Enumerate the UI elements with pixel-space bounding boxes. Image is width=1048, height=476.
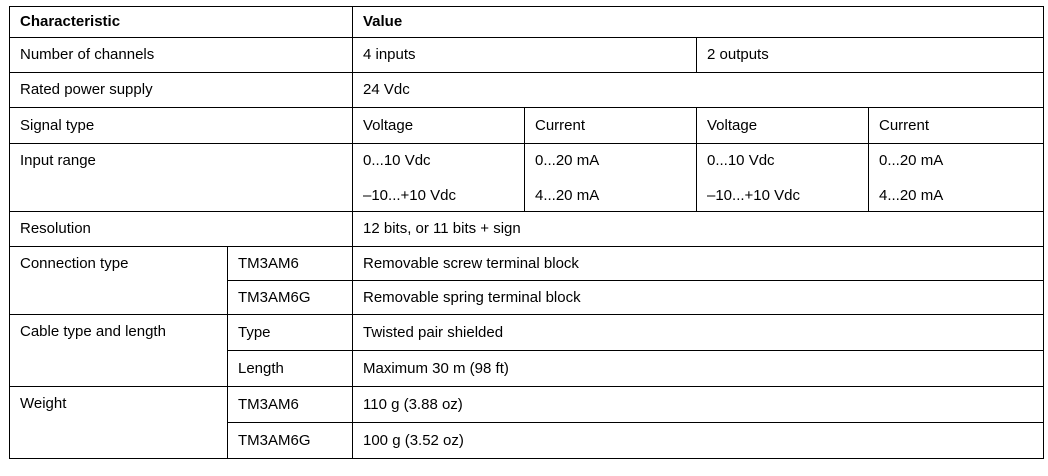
connection-model-1: TM3AM6	[228, 247, 353, 281]
range-current-2	[869, 144, 1044, 212]
channels-label: Number of channels	[10, 38, 353, 73]
signal-label: Signal type	[10, 108, 353, 144]
connection-value-1: Removable screw terminal block	[353, 247, 1044, 281]
header-characteristic: Characteristic	[10, 7, 353, 38]
connection-model-2: TM3AM6G	[228, 281, 353, 315]
channels-outputs: 2 outputs	[697, 38, 1044, 73]
range-label: Input range	[10, 144, 353, 212]
row-resolution	[10, 212, 1044, 247]
range-voltage-1-a: 0...10 Vdc	[363, 152, 431, 169]
signal-current-1: Current	[525, 108, 697, 144]
range-current-2-a: 0...20 mA	[879, 152, 944, 169]
header-row	[10, 7, 1044, 38]
row-weight-1	[10, 387, 1044, 423]
signal-voltage-1: Voltage	[353, 108, 525, 144]
weight-model-1: TM3AM6	[228, 387, 353, 423]
range-current-2-b: 4...20 mA	[879, 187, 944, 204]
weight-label: Weight	[10, 387, 228, 459]
signal-current-2: Current	[869, 108, 1044, 144]
signal-voltage-2: Voltage	[697, 108, 869, 144]
cable-value-length: Maximum 30 m (98 ft)	[353, 351, 1044, 387]
weight-value-1: 110 g (3.88 oz)	[353, 387, 1044, 423]
range-voltage-1	[353, 144, 525, 212]
range-voltage-2	[697, 144, 869, 212]
cable-sub-type: Type	[228, 315, 353, 351]
range-current-1-b: 4...20 mA	[535, 187, 600, 204]
range-voltage-2-a: 0...10 Vdc	[707, 152, 775, 169]
row-signal-type	[10, 108, 1044, 144]
row-input-range	[10, 144, 1044, 212]
row-connection-type-1	[10, 247, 1044, 281]
range-voltage-2-b: –10...+10 Vdc	[707, 187, 800, 204]
header-value: Value	[353, 7, 1044, 38]
row-cable-1	[10, 315, 1044, 351]
range-voltage-1-b: –10...+10 Vdc	[363, 187, 456, 204]
row-rated-power-supply	[10, 73, 1044, 108]
range-current-1	[525, 144, 697, 212]
cable-sub-length: Length	[228, 351, 353, 387]
specifications-table	[9, 6, 1044, 459]
row-number-of-channels	[10, 38, 1044, 73]
connection-value-2: Removable spring terminal block	[353, 281, 1044, 315]
power-label: Rated power supply	[10, 73, 353, 108]
weight-value-2: 100 g (3.52 oz)	[353, 423, 1044, 459]
cable-value-type: Twisted pair shielded	[353, 315, 1044, 351]
range-current-1-a: 0...20 mA	[535, 152, 600, 169]
resolution-label: Resolution	[10, 212, 353, 247]
connection-label: Connection type	[10, 247, 228, 315]
cable-label: Cable type and length	[10, 315, 228, 387]
power-value: 24 Vdc	[353, 73, 1044, 108]
weight-model-2: TM3AM6G	[228, 423, 353, 459]
channels-inputs: 4 inputs	[353, 38, 697, 73]
resolution-value: 12 bits, or 11 bits + sign	[353, 212, 1044, 247]
